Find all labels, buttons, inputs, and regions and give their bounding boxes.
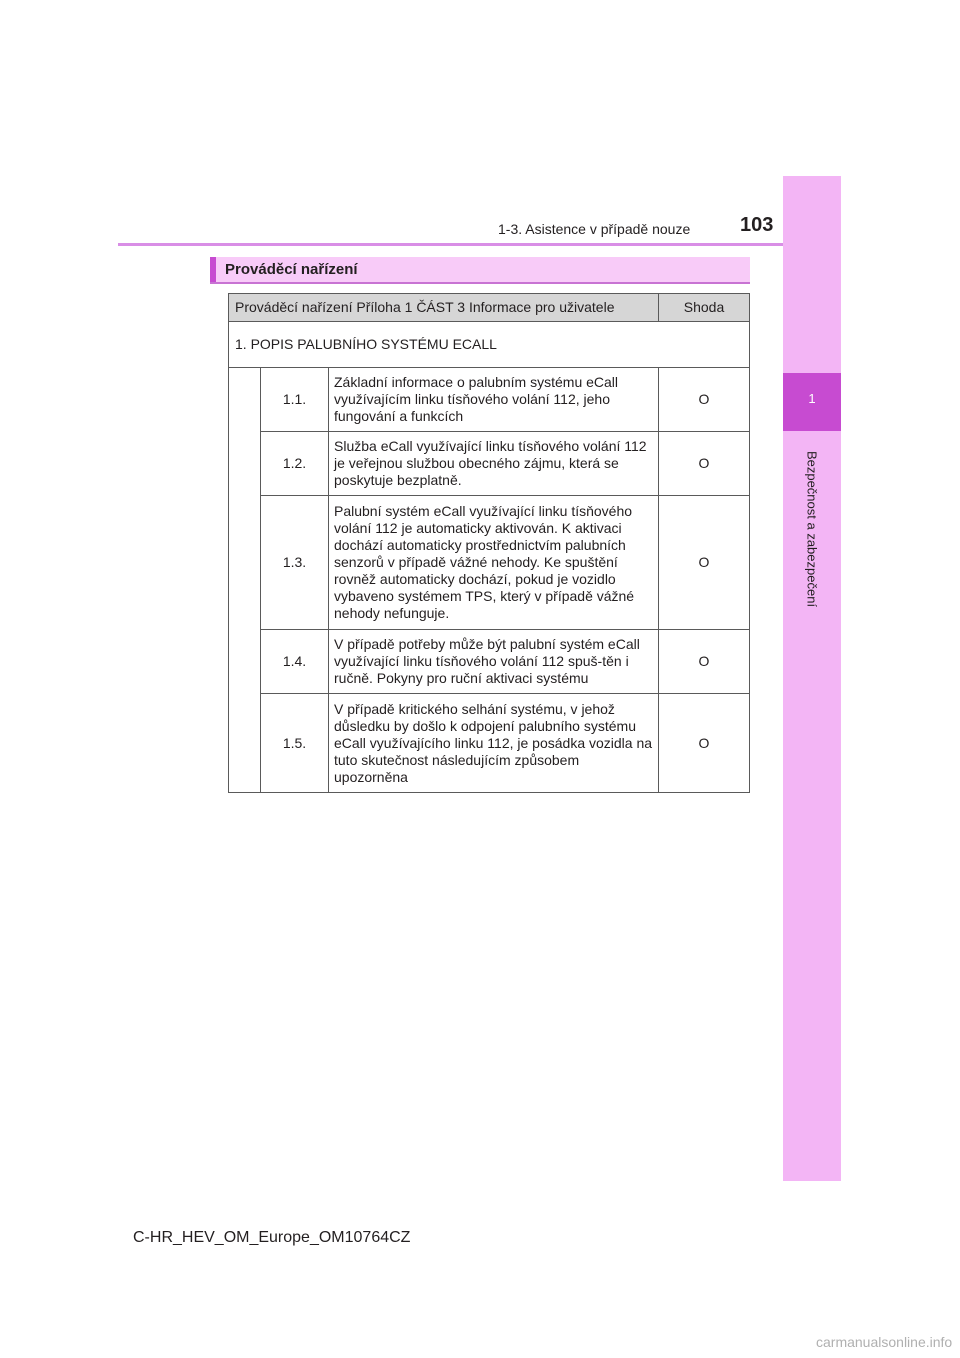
row-match: O — [659, 432, 750, 496]
heading-accent — [210, 257, 216, 282]
row-number: 1.2. — [261, 432, 329, 496]
row-match: O — [659, 496, 750, 630]
row-match: O — [659, 368, 750, 432]
indent-cell — [229, 368, 261, 793]
document-code: C-HR_HEV_OM_Europe_OM10764CZ — [133, 1229, 411, 1246]
row-text: V případě kritického selhání systému, v jehož důsledku by došlo k odpojení palubního systému eCall využívajícího linku 112, je posádka vozidla na tuto skutečnost následujícím způsobem upozorněna — [329, 694, 659, 793]
row-number: 1.5. — [261, 694, 329, 793]
row-text: Základní informace o palubním systému eCall využívajícím linku tísňového volání 112, jeho fungování a funkcích — [329, 368, 659, 432]
table-row — [229, 694, 750, 793]
column-header-requirement: Prováděcí nařízení Příloha 1 ČÁST 3 Informace pro uživatele — [229, 294, 659, 322]
row-text: Palubní systém eCall využívající linku tísňového volání 112 je automaticky aktivován. K aktivaci dochází automaticky prostřednictvím palubních senzorů v případě vážné nehody. Ke spuštění rovněž automaticky dochází, pokud je vozidlo vybaveno systémem TPS, který v případě vážné nehody nefunguje. — [329, 496, 659, 630]
watermark: carmanualsonline.info — [816, 1334, 953, 1350]
row-text: V případě potřeby může být palubní systém eCall využívající linku tísňového volání 112 spuš-těn i ručně. Pokyny pro ruční aktivaci systému — [329, 630, 659, 694]
page-number: 103 — [740, 214, 774, 236]
section-heading-bar — [210, 257, 750, 284]
chapter-label: Bezpečnost a zabezpečení — [804, 450, 820, 608]
section-label: 1. POPIS PALUBNÍHO SYSTÉMU ECALL — [229, 322, 750, 368]
row-text: Služba eCall využívající linku tísňového volání 112 je veřejnou službou obecného zájmu, která se poskytuje bezplatně. — [329, 432, 659, 496]
row-match: O — [659, 630, 750, 694]
regulation-table — [228, 293, 750, 793]
section-heading: Prováděcí nařízení — [225, 261, 358, 278]
table-header-row — [229, 294, 750, 322]
table-row — [229, 368, 750, 432]
chapter-number: 1 — [808, 391, 816, 406]
table-section-row — [229, 322, 750, 368]
column-header-match: Shoda — [659, 294, 750, 322]
table-row — [229, 630, 750, 694]
section-title: 1-3. Asistence v případě nouze — [498, 221, 691, 237]
row-match: O — [659, 694, 750, 793]
chapter-side-tab — [783, 176, 841, 1181]
row-number: 1.1. — [261, 368, 329, 432]
row-number: 1.4. — [261, 630, 329, 694]
header-rule — [118, 243, 841, 246]
table-row — [229, 496, 750, 630]
row-number: 1.3. — [261, 496, 329, 630]
table-row — [229, 432, 750, 496]
